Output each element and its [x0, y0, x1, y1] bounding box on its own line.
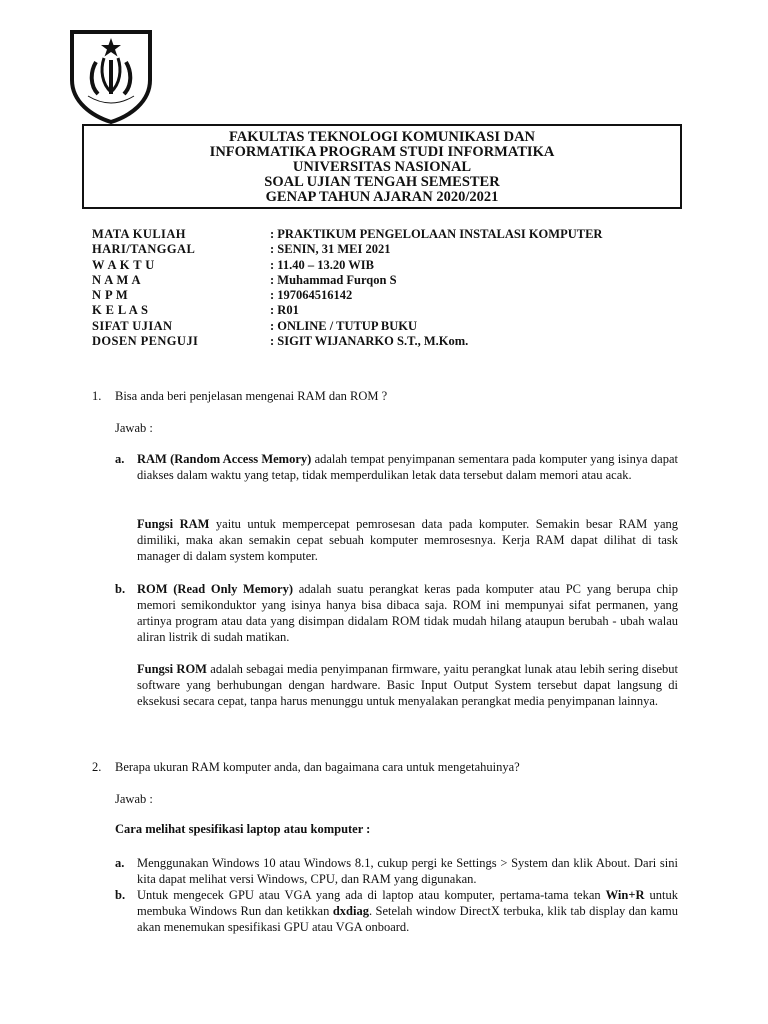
question-text: Bisa anda beri penjelasan mengenai RAM dan ROM ?: [115, 389, 388, 403]
question-2: [92, 759, 520, 775]
question-number: 1.: [92, 389, 102, 403]
command-dxdiag: dxdiag: [332, 904, 369, 918]
term-rom: ROM (Read Only Memory): [137, 582, 294, 596]
info-value: : SENIN, 31 MEI 2021: [270, 242, 391, 257]
answer-item-ram: [115, 451, 678, 483]
item-marker: b.: [115, 582, 126, 596]
info-row: [92, 258, 712, 273]
info-row: [92, 227, 712, 242]
ram-definition: adalah tempat penyimpanan sementara pada komputer yang isinya dapat diakses dalam waktu yang tetap, tidak memperdulikan letak data tersebut dalam memori atau acak.: [137, 452, 678, 482]
header-line: INFORMATIKA PROGRAM STUDI INFORMATIKA: [209, 144, 555, 160]
question-1: [92, 388, 387, 404]
term-ram: RAM (Random Access Memory): [137, 452, 312, 466]
info-row: [92, 303, 712, 318]
question-text: Berapa ukuran RAM komputer anda, dan bagaimana cara untuk mengetahuinya?: [115, 760, 520, 774]
info-label: N A M A: [92, 272, 141, 287]
info-row: [92, 288, 712, 303]
info-value: : R01: [270, 303, 299, 318]
gpu-text: untuk membuka Windows Run dan ketikkan: [137, 888, 678, 918]
rom-definition: adalah suatu perangkat keras pada komputer atau PC yang berupa chip memori semikonduktor yang isinya hanya bisa dibaca saja. ROM ini mempunyai sifat permanen, yang artinya program atau data yang disimpan didalam ROM tidak mudah hilang ataupun berubah - ubah walau aliran listrik di sudah matikan.: [137, 582, 678, 644]
answer-label: Jawab :: [115, 792, 153, 806]
info-label: W A K T U: [92, 257, 155, 272]
info-value: : SIGIT WIJANARKO S.T., M.Kom.: [270, 334, 469, 349]
section-subheading: Cara melihat spesifikasi laptop atau komputer :: [115, 822, 371, 836]
key-combo: Win+R: [605, 888, 645, 902]
answer-item-windows: [115, 855, 678, 887]
rom-function-text: adalah sebagai media penyimpanan firmware, yaitu perangkat lunak atau lebih sering disebut software yang berhubungan dengan hardware. Basic Input Output System tersebut dapat langsung di eksekusi secara cepat, tanpa harus menunggu untuk menyalakan perangkat media penyimpanan lainnya.: [137, 662, 678, 708]
item-marker: b.: [115, 888, 126, 902]
rom-function-paragraph: [137, 661, 678, 709]
header-line: UNIVERSITAS NASIONAL: [292, 159, 472, 175]
info-value: : Muhammad Furqon S: [270, 272, 397, 287]
gpu-text: Untuk mengecek GPU atau VGA yang ada di laptop atau komputer, pertama-tama tekan: [137, 888, 606, 902]
item-marker: a.: [115, 452, 125, 466]
info-label: DOSEN PENGUJI: [92, 334, 199, 349]
term-fungsi-ram: Fungsi RAM: [137, 517, 210, 531]
info-label: SIFAT UJIAN: [92, 318, 173, 333]
info-label: HARI/TANGGAL: [92, 242, 196, 257]
answer-item-gpu: [115, 887, 678, 935]
header-line: GENAP TAHUN AJARAN 2020/2021: [265, 189, 499, 205]
info-value: : 197064516142: [270, 288, 353, 303]
info-row: [92, 242, 712, 257]
exam-header: [82, 124, 682, 209]
exam-info-table: [92, 227, 712, 349]
info-label: MATA KULIAH: [92, 227, 186, 241]
header-line: SOAL UJIAN TENGAH SEMESTER: [264, 174, 500, 190]
answer-label: Jawab :: [115, 421, 153, 435]
gpu-text: . Setelah window DirectX terbuka, klik tab display dan kamu akan menemukan spesifikasi GPU atau VGA onboard.: [137, 904, 678, 934]
ram-function-paragraph: [137, 516, 678, 564]
info-label: K E L A S: [92, 303, 149, 318]
answer-item-rom: [115, 581, 678, 645]
windows-steps-text: Menggunakan Windows 10 atau Windows 8.1, cukup pergi ke Settings > System dan klik About. Dari sini kita dapat melihat versi Windows, CPU, dan RAM yang digunakan.: [137, 856, 678, 886]
ram-function-text: yaitu untuk mempercepat pemrosesan data pada komputer. Semakin besar RAM yang dimiliki, maka akan semakin cepat sebuah komputer memrosesnya. Kerja RAM dapat dilihat di task manager di dalam system komputer.: [137, 517, 679, 563]
term-fungsi-rom: Fungsi ROM: [137, 662, 207, 676]
info-row: [92, 273, 712, 288]
item-marker: a.: [115, 856, 125, 870]
header-line: FAKULTAS TEKNOLOGI KOMUNIKASI DAN: [228, 129, 536, 145]
info-row: [92, 319, 712, 334]
info-value: : ONLINE / TUTUP BUKU: [270, 318, 418, 333]
info-value: : PRAKTIKUM PENGELOLAAN INSTALASI KOMPUTER: [270, 227, 603, 241]
question-number: 2.: [92, 760, 102, 774]
info-label: N P M: [92, 288, 129, 303]
info-value: : 11.40 – 13.20 WIB: [270, 257, 374, 272]
university-logo: [68, 28, 154, 124]
info-row: [92, 334, 712, 349]
